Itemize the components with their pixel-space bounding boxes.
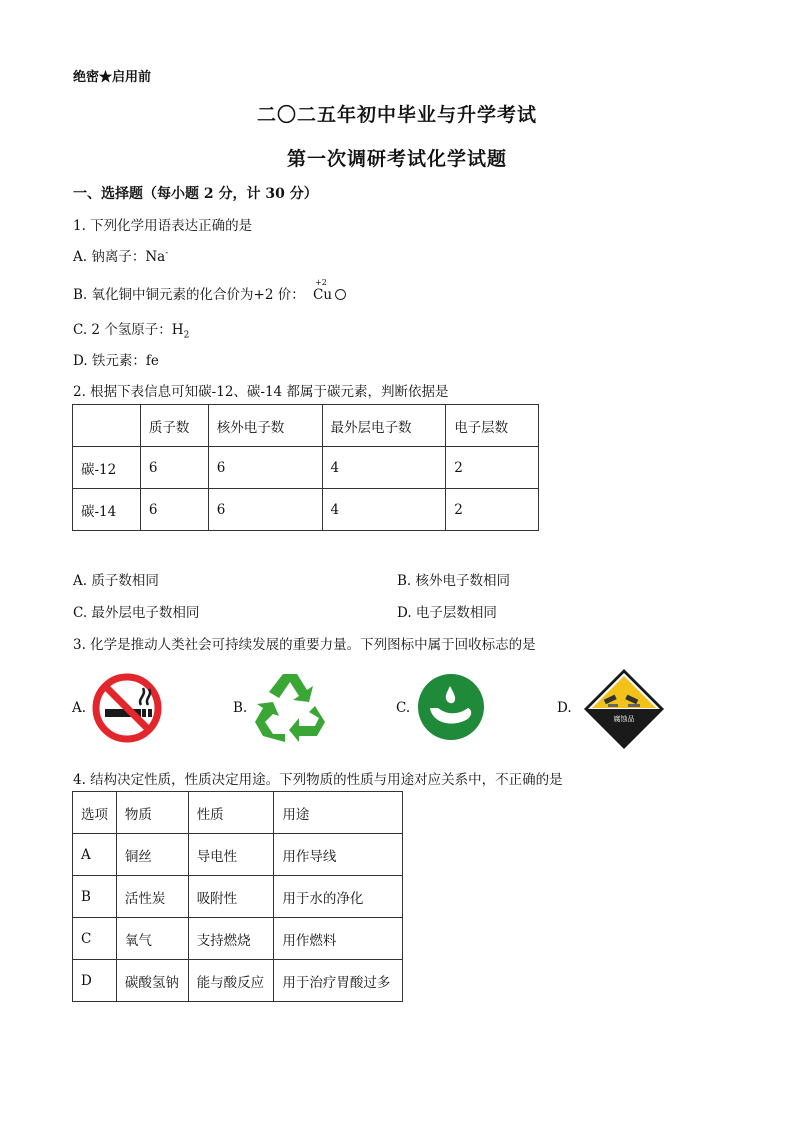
q1-stem: 1. 下列化学用语表达正确的是 <box>73 218 253 234</box>
table-cell: 能与酸反应 <box>188 960 274 1002</box>
table-cell: 6 <box>140 447 208 489</box>
q2-option-b[interactable]: B. 核外电子数相同 <box>397 573 511 589</box>
exam-title: 二〇二五年初中毕业与升学考试 <box>256 104 537 126</box>
table-row <box>73 918 403 960</box>
table-row <box>73 960 403 1002</box>
q1-option-b[interactable] <box>73 278 346 303</box>
confidential-label: 绝密★启用前 <box>73 70 152 85</box>
q1-option-b-text: B. 氧化铜中铜元素的化合价为+2 价： <box>73 287 305 303</box>
q3-option-b-label[interactable]: B. <box>233 700 248 716</box>
table-cell: 用作燃料 <box>274 918 403 960</box>
section-heading: 一、选择题（每小题 2 分，计 30 分） <box>73 186 318 202</box>
table-cell: 用于水的净化 <box>274 876 403 918</box>
table-cell: 4 <box>322 447 446 489</box>
table-cell: 2 <box>446 489 539 531</box>
cu-symbol: Cu <box>313 287 333 303</box>
table-cell: C <box>73 918 117 960</box>
table-cell: 电子层数 <box>446 405 539 447</box>
table-cell: 6 <box>208 447 322 489</box>
table-cell: 吸附性 <box>188 876 274 918</box>
table-cell: 6 <box>140 489 208 531</box>
table-row <box>73 834 403 876</box>
exam-subtitle: 第一次调研考试化学试题 <box>286 148 507 170</box>
table-cell: 选项 <box>73 792 117 834</box>
table-header-row <box>73 792 403 834</box>
table-cell: 活性炭 <box>116 876 188 918</box>
table-cell: 2 <box>446 447 539 489</box>
q1-option-c-text: C. 2 个氢原子：H <box>73 322 184 338</box>
table-cell: 氧气 <box>116 918 188 960</box>
table-cell: 碳-14 <box>73 489 141 531</box>
q2-table <box>72 404 539 531</box>
q3-option-d-label[interactable]: D. <box>557 700 572 716</box>
table-cell: 用途 <box>274 792 403 834</box>
q1-option-a-sup: - <box>165 248 169 259</box>
q1-option-c-sub: 2 <box>183 330 190 341</box>
corrosive-label: 腐蚀品 <box>613 715 635 723</box>
table-cell: 碳-12 <box>73 447 141 489</box>
table-cell: 核外电子数 <box>208 405 322 447</box>
table-cell: 最外层电子数 <box>322 405 446 447</box>
table-cell: 碳酸氢钠 <box>116 960 188 1002</box>
q4-stem: 4. 结构决定性质，性质决定用途。下列物质的性质与用途对应关系中，不正确的是 <box>73 772 563 788</box>
q2-option-a[interactable]: A. 质子数相同 <box>73 573 159 589</box>
table-row <box>73 489 539 531</box>
no-smoking-icon[interactable] <box>91 672 163 748</box>
table-row <box>73 447 539 489</box>
table-cell: 4 <box>322 489 446 531</box>
q1-option-a[interactable] <box>73 245 168 265</box>
q3-option-c-label[interactable]: C. <box>396 700 411 716</box>
recycle-icon[interactable] <box>253 670 327 746</box>
q3-stem: 3. 化学是推动人类社会可持续发展的重要力量。下列图标中属于回收标志的是 <box>73 637 536 653</box>
q1-option-d[interactable]: D. 铁元素：fe <box>73 353 159 369</box>
oxygen-circle-icon <box>335 289 346 300</box>
q2-option-c[interactable]: C. 最外层电子数相同 <box>73 605 200 621</box>
table-cell: A <box>73 834 117 876</box>
corrosive-hazard-icon[interactable] <box>582 667 666 755</box>
table-cell: 用作导线 <box>274 834 403 876</box>
table-cell <box>73 405 141 447</box>
table-cell: 铜丝 <box>116 834 188 876</box>
valence-label: +2 <box>315 278 327 287</box>
table-row <box>73 876 403 918</box>
table-header-row <box>73 405 539 447</box>
water-saving-icon[interactable] <box>416 672 486 746</box>
q4-table <box>72 791 403 1002</box>
table-cell: 导电性 <box>188 834 274 876</box>
table-cell: 用于治疗胃酸过多 <box>274 960 403 1002</box>
q2-stem: 2. 根据下表信息可知碳-12、碳-14 都属于碳元素，判断依据是 <box>73 384 449 400</box>
table-cell: 质子数 <box>140 405 208 447</box>
table-cell: 性质 <box>188 792 274 834</box>
table-cell: 支持燃烧 <box>188 918 274 960</box>
q1-option-c[interactable] <box>73 318 189 341</box>
table-cell: 物质 <box>116 792 188 834</box>
cuo-formula <box>313 278 346 303</box>
table-cell: D <box>73 960 117 1002</box>
q2-option-d[interactable]: D. 电子层数相同 <box>397 605 497 621</box>
table-cell: B <box>73 876 117 918</box>
table-cell: 6 <box>208 489 322 531</box>
q3-option-a-label[interactable]: A. <box>72 700 87 716</box>
q1-option-a-text: A. 钠离子：Na <box>73 249 166 265</box>
